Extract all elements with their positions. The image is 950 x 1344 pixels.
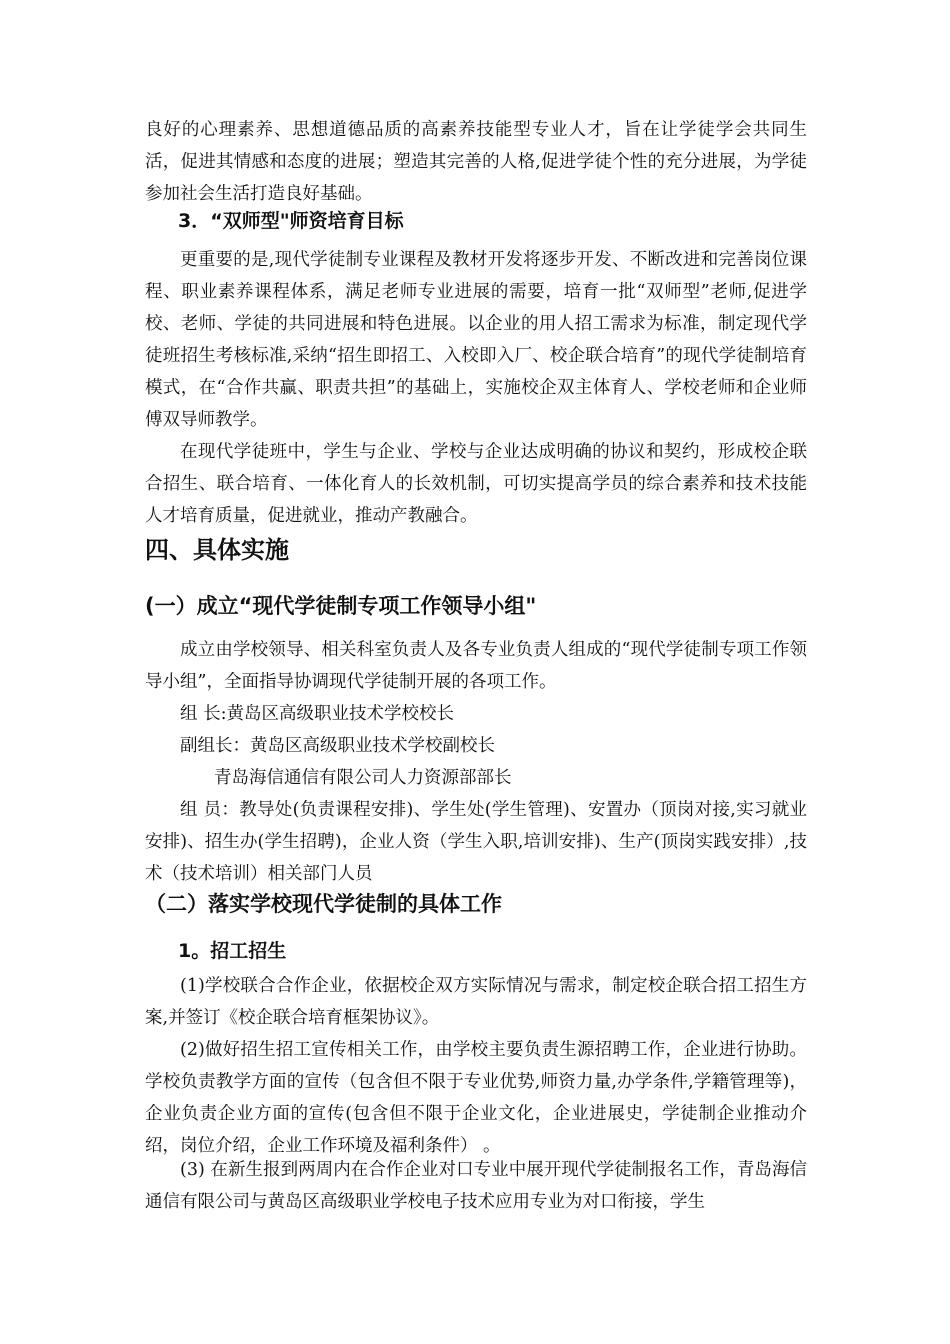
heading-subsection-1: (一）成立“现代学徒制专项工作领导小组": [145, 594, 537, 618]
paragraph-group-members: 组 员：教导处(负责课程安排)、学生处(学生管理)、安置办（顶岗对接,实习就业安排)、招生办(学生招聘)，企业人资（学生入职,培训安排)、生产(顶岗实践安排）,技术（技术培训）相关部门人员: [145, 800, 807, 884]
heading-subsection-2: （二）落实学校现代学徒制的具体工作: [145, 892, 502, 916]
paragraph-item-1: (1)学校联合合作企业，依据校企双方实际情况与需求，制定校企联合招工招生方案,并签订《校企联合培育框架协议》。: [145, 976, 807, 1028]
paragraph-item-2: (2)做好招生招工宣传相关工作，由学校主要负责生源招聘工作，企业进行协助。学校负责教学方面的宣传（包含但不限于专业优势,师资力量,办学条件,学籍管理等)，企业负责企业方面的宣传(包含但不限于企业文化，企业进展史，学徒制企业推动介绍，岗位介绍，企业工作环境及福利条件） 。: [145, 1040, 807, 1156]
paragraph-teacher-training-goal: 更重要的是,现代学徒制专业课程及教材开发将逐步开发、不断改进和完善岗位课程、职业素养课程体系，满足老师专业进展的需要，培育一批“双师型”老师,促进学校、老师、学徒的共同进展和特色进展。以企业的用人招工需求为标准，制定现代学徒班招生考核标准,采纳“招生即招工、入校即入厂、校企联合培育”的现代学徒制培育模式，在“合作共赢、职责共担”的基础上，实施校企双主体育人、学校老师和企业师傅双导师教学。: [145, 250, 808, 430]
paragraph-apprentice-class: 在现代学徒班中，学生与企业、学校与企业达成明确的协议和契约，形成校企联合招生、联合培育、一体化育人的长效机制，可切实提高学员的综合素养和技术技能人才培育质量，促进就业，推动产教融合。: [145, 442, 807, 526]
paragraph-leadership-group: 成立由学校领导、相关科室负责人及各专业负责人组成的“现代学徒制专项工作领导小组”，全面指导协调现代学徒制开展的各项工作。: [145, 640, 807, 692]
heading-section-4: 四、具体实施: [145, 536, 289, 564]
heading-recruitment: 1。招工招生: [178, 940, 287, 962]
deputy-leader-line: 副组长：黄岛区高级职业技术学校副校长: [180, 736, 495, 756]
paragraph-intro-continued: 良好的心理素养、思想道德品质的高素养技能型专业人才，旨在让学徒学会共同生活，促进其情感和态度的进展；塑造其完善的人格,促进学徒个性的充分进展，为学徒参加社会生活打造良好基础。: [145, 120, 807, 204]
group-leader-line: 组 长:黄岛区高级职业技术学校校长: [180, 704, 454, 724]
paragraph-item-3: (3) 在新生报到两周内在合作企业对口专业中展开现代学徒制报名工作，青岛海信通信有限公司与黄岛区高级职业学校电子技术应用专业为对口衔接，学生: [145, 1160, 807, 1212]
heading-teacher-training-goal: 3．“双师型"师资培育目标: [178, 210, 404, 232]
deputy-leader-line-2: 青岛海信通信有限公司人力资源部部长: [214, 768, 512, 788]
